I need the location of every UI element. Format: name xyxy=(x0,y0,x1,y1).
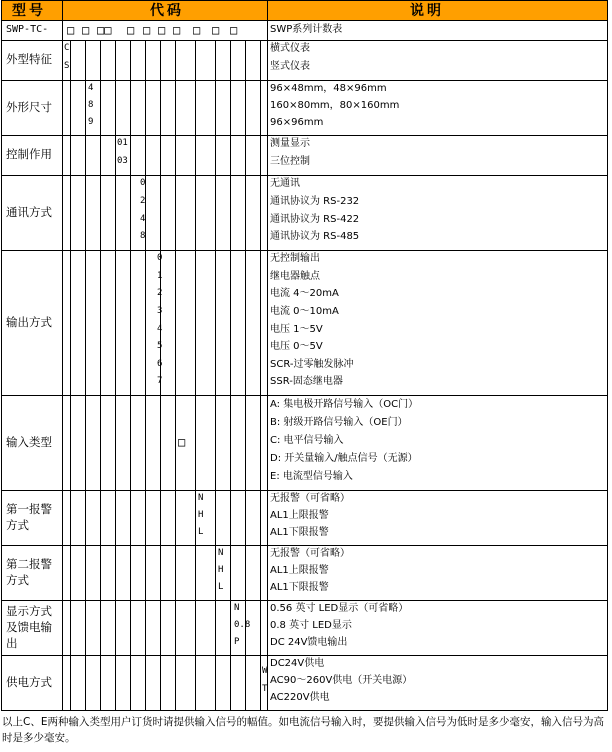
grid-line-horizontal xyxy=(1,600,608,601)
option-code: L xyxy=(198,527,204,537)
grid-line-vertical xyxy=(607,0,608,711)
option-code: 2 xyxy=(157,288,163,299)
code-box: □ xyxy=(230,23,238,37)
option-code: C xyxy=(64,43,70,53)
grid-line-horizontal xyxy=(1,0,608,1)
header-band xyxy=(1,0,607,20)
option-description: D: 开关量输入/触点信号（无源） xyxy=(270,452,418,464)
code-box: □ xyxy=(82,23,90,37)
code-box: □ xyxy=(158,23,166,37)
category-label: 外型特征 xyxy=(6,52,52,66)
option-description: 通讯协议为 RS-232 xyxy=(270,195,360,207)
option-code: 01 xyxy=(117,138,128,148)
option-description: AC90～260V供电（开关电源） xyxy=(270,675,413,686)
category-label: 第二报警 xyxy=(6,556,52,571)
option-description: 通讯协议为 RS-422 xyxy=(270,213,360,225)
option-description: 电压 1～5V xyxy=(270,323,323,335)
option-code: H xyxy=(198,510,204,520)
option-description: 无报警（可省略） xyxy=(270,548,350,559)
grid-line-vertical xyxy=(115,40,116,711)
category-label: 供电方式 xyxy=(6,674,52,689)
option-description: 无报警（可省略） xyxy=(270,493,350,504)
code-box: □ xyxy=(212,23,220,37)
grid-line-horizontal xyxy=(1,545,608,546)
code-box: □ xyxy=(127,23,135,37)
grid-line-horizontal xyxy=(1,135,608,136)
option-description: 竖式仪表 xyxy=(270,61,310,72)
header-description: 说明 xyxy=(410,3,444,19)
model-description: SWP系列计数表 xyxy=(270,24,343,35)
grid-line-vertical xyxy=(245,40,246,711)
category-label: 外形尺寸 xyxy=(6,99,52,114)
option-code: 03 xyxy=(117,156,128,166)
option-code: 7 xyxy=(157,376,163,387)
header-code: 代码 xyxy=(150,3,184,19)
option-description: 继电器触点 xyxy=(270,270,320,282)
grid-line-horizontal xyxy=(1,710,608,711)
option-code: N xyxy=(234,603,240,613)
grid-line-vertical xyxy=(215,40,216,711)
category-label: 控制作用 xyxy=(6,147,52,161)
option-code: 9 xyxy=(88,117,94,127)
option-description: AC220V供电 xyxy=(270,692,330,703)
option-code: 0.8 xyxy=(234,620,251,630)
option-description: AL1下限报警 xyxy=(270,527,329,538)
option-description: E: 电流型信号输入 xyxy=(270,470,353,482)
option-code: 8 xyxy=(88,100,94,110)
footnote: 以上C、E两种输入类型用户订货时请提供输入信号的幅值。如电流信号输入时，要提供输入信号为低时是多少毫安，输入信号为高时是多少毫安。 xyxy=(2,716,604,744)
option-description: 电流 4～20mA xyxy=(270,288,339,300)
option-code: 2 xyxy=(140,195,146,206)
option-code: 3 xyxy=(157,305,163,316)
option-code: 5 xyxy=(157,341,163,352)
option-description: 三位控制 xyxy=(270,156,310,167)
grid-line-horizontal xyxy=(1,40,608,41)
option-description: SSR-固态继电器 xyxy=(270,376,343,388)
option-description: B: 射级开路信号输入（OE门） xyxy=(270,416,408,428)
option-description: SCR-过零触发脉冲 xyxy=(270,358,354,370)
option-code: 6 xyxy=(157,358,163,369)
option-code: N xyxy=(198,493,204,503)
option-description: DC 24V馈电输出 xyxy=(270,637,348,648)
option-description: 电压 0～5V xyxy=(270,341,323,353)
grid-line-vertical xyxy=(230,40,231,711)
option-code: 0 xyxy=(157,253,163,263)
option-code: 4 xyxy=(140,213,146,224)
grid-line-vertical xyxy=(195,40,196,711)
option-code: L xyxy=(218,582,224,592)
category-label: 及馈电输 xyxy=(6,619,52,634)
code-box: □□ xyxy=(97,23,112,37)
option-code: N xyxy=(218,548,224,558)
option-code: S xyxy=(64,61,70,71)
option-description: 0.8 英寸 LED显示 xyxy=(270,620,352,631)
code-box: □ xyxy=(143,23,151,37)
category-label: 方式 xyxy=(6,517,29,532)
grid-line-horizontal xyxy=(1,490,608,491)
grid-line-horizontal xyxy=(1,20,608,21)
option-description: C: 电平信号输入 xyxy=(270,434,344,446)
option-description: 通讯协议为 RS-485 xyxy=(270,231,360,243)
option-description: A: 集电极开路信号输入（OC门） xyxy=(270,398,419,410)
input-type-box: □ xyxy=(178,434,186,449)
category-label: 显示方式 xyxy=(6,603,52,618)
option-description: 无控制输出 xyxy=(270,253,320,264)
grid-line-vertical xyxy=(62,0,63,711)
option-description: 测量显示 xyxy=(270,138,310,149)
option-code: T xyxy=(262,683,268,694)
option-code: 4 xyxy=(88,83,94,93)
category-label: 输入类型 xyxy=(6,434,52,449)
option-description: 160×80mm，80×160mm xyxy=(270,100,400,111)
code-box: □ xyxy=(67,23,75,37)
grid-line-vertical xyxy=(70,40,71,711)
grid-line-horizontal xyxy=(1,395,608,396)
grid-line-vertical xyxy=(267,0,268,711)
header-model: 型号 xyxy=(12,3,46,19)
option-code: P xyxy=(234,637,240,647)
option-description: 96×48mm，48×96mm xyxy=(270,83,387,94)
option-description: AL1上限报警 xyxy=(270,565,329,576)
grid-line-vertical xyxy=(260,40,261,711)
option-description: DC24V供电 xyxy=(270,658,325,669)
grid-line-vertical xyxy=(1,0,2,711)
option-code: 0 xyxy=(140,178,146,188)
option-description: AL1上限报警 xyxy=(270,510,329,521)
grid-line-vertical xyxy=(85,40,86,711)
category-label: 通讯方式 xyxy=(6,204,52,219)
category-label: 第一报警 xyxy=(6,501,52,516)
option-description: 无通讯 xyxy=(270,178,300,189)
option-code: H xyxy=(218,565,224,575)
grid-line-vertical xyxy=(145,40,146,711)
option-code: 8 xyxy=(140,231,146,242)
category-label: 出 xyxy=(6,635,18,650)
option-code: W xyxy=(262,665,268,676)
grid-line-vertical xyxy=(130,40,131,711)
code-box: □ xyxy=(193,23,201,37)
option-code: 4 xyxy=(157,323,163,334)
grid-line-vertical xyxy=(100,40,101,711)
option-description: 0.56 英寸 LED显示（可省略） xyxy=(270,603,409,614)
category-label: 输出方式 xyxy=(6,314,52,329)
grid-line-horizontal xyxy=(1,655,608,656)
grid-line-horizontal xyxy=(1,175,608,176)
model-prefix: SWP-TC- xyxy=(6,24,49,35)
option-description: AL1下限报警 xyxy=(270,582,329,593)
grid-line-vertical xyxy=(175,40,176,711)
option-description: 96×96mm xyxy=(270,117,324,128)
option-code: 1 xyxy=(157,270,163,281)
option-description: 电流 0～10mA xyxy=(270,305,339,317)
grid-line-horizontal xyxy=(1,250,608,251)
grid-line-horizontal xyxy=(1,80,608,81)
code-box: □ xyxy=(173,23,181,37)
category-label: 方式 xyxy=(6,572,29,587)
option-description: 横式仪表 xyxy=(270,43,310,54)
